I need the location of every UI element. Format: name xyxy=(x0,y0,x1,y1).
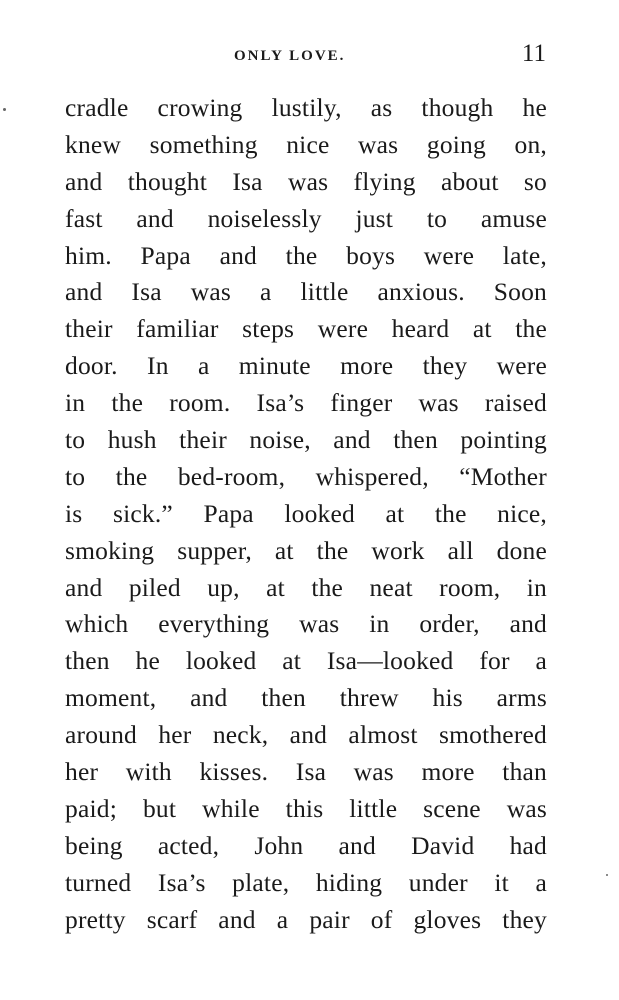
running-head xyxy=(64,38,546,78)
text-line: around her neck, and almost smothered xyxy=(65,720,547,750)
text-line: their familiar steps were heard at the xyxy=(65,314,547,344)
text-line: and thought Isa was flying about so xyxy=(65,166,547,196)
text-line: him. Papa and the boys were late, xyxy=(65,240,547,270)
text-line: being acted, John and David had xyxy=(65,830,547,860)
text-line: smoking supper, at the work all done xyxy=(65,535,547,565)
text-line: paid; but while this little scene was xyxy=(65,793,547,823)
text-line: and piled up, at the neat room, in xyxy=(65,572,547,602)
text-line: fast and noiselessly just to amuse xyxy=(65,203,547,233)
text-line: knew something nice was going on, xyxy=(65,129,547,159)
body-text xyxy=(65,90,547,938)
running-title: ONLY LOVE. xyxy=(234,48,346,64)
text-line: and Isa was a little anxious. Soon xyxy=(65,277,547,307)
paper-speck xyxy=(606,874,608,876)
text-line: then he looked at Isa—looked for a xyxy=(65,646,547,676)
text-line: moment, and then threw his arms xyxy=(65,683,547,713)
text-line: to hush their noise, and then pointing xyxy=(65,425,547,455)
text-line: door. In a minute more they were xyxy=(65,351,547,381)
text-line: is sick.” Papa looked at the nice, xyxy=(65,498,547,528)
paper-speck xyxy=(3,108,6,111)
text-line: cradle crowing lustily, as though he xyxy=(65,93,547,122)
page-number: 11 xyxy=(521,40,546,67)
text-line: which everything was in order, and xyxy=(65,609,547,639)
text-line: pretty scarf and a pair of gloves they xyxy=(65,904,547,934)
text-line: her with kisses. Isa was more than xyxy=(65,757,547,787)
text-line: to the bed-room, whispered, “Mother xyxy=(65,461,547,491)
text-line: turned Isa’s plate, hiding under it a xyxy=(65,867,547,897)
text-line: in the room. Isa’s finger was raised xyxy=(65,388,547,418)
